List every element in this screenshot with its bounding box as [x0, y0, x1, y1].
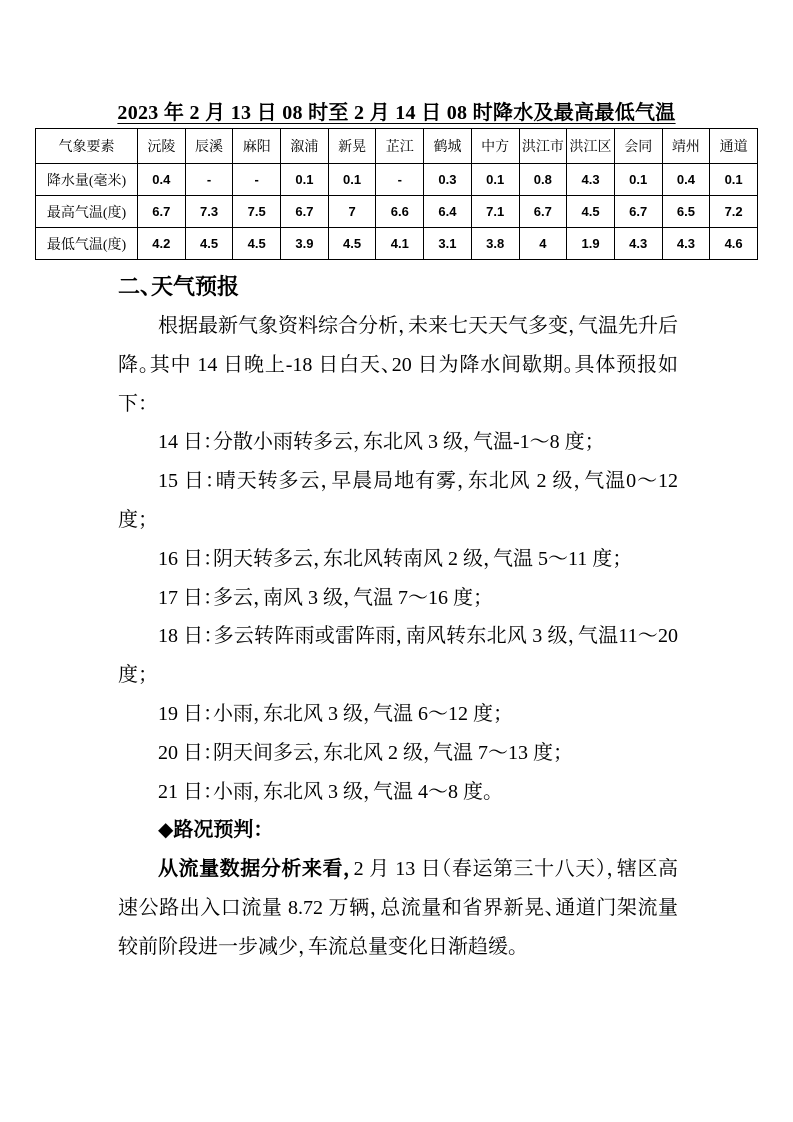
header-cell-station: 洪江市: [519, 129, 567, 164]
row-label-cell: 最低气温(度): [36, 228, 138, 260]
value-cell: 7.3: [185, 196, 233, 228]
value-cell: 0.3: [424, 164, 472, 196]
header-cell-station: 靖州: [662, 129, 710, 164]
value-cell: 0.1: [328, 164, 376, 196]
value-cell: 0.1: [471, 164, 519, 196]
value-cell: 7.5: [233, 196, 281, 228]
value-cell: 6.5: [662, 196, 710, 228]
value-cell: 3.9: [281, 228, 329, 260]
value-cell: 0.1: [614, 164, 662, 196]
header-cell-station: 麻阳: [233, 129, 281, 164]
value-cell: 4.5: [567, 196, 615, 228]
table-data-row: [36, 164, 758, 196]
forecast-item-day14: 14 日：分散小雨转多云，东北风 3 级，气温-1～8 度；: [158, 431, 595, 454]
value-cell: 0.1: [710, 164, 758, 196]
traffic-paragraph: [118, 850, 678, 966]
value-cell: 4.3: [662, 228, 710, 260]
value-cell: 7: [328, 196, 376, 228]
forecast-item-day15: 15 日：晴天转多云，早晨局地有雾，东北风 2 级，气温0～12 度；: [118, 470, 678, 531]
road-condition-heading: ◆路况预判：: [158, 819, 264, 842]
value-cell: 6.7: [614, 196, 662, 228]
table-data-row: [36, 228, 758, 260]
header-cell-station: 辰溪: [185, 129, 233, 164]
header-cell-station: 新晃: [328, 129, 376, 164]
intro-paragraph: 根据最新气象资料综合分析，未来七天天气多变，气温先升后降。其中 14 日晚上-18 日白天、20 日为降水间歇期。具体预报如下：: [118, 315, 678, 415]
value-cell: 4.3: [567, 164, 615, 196]
value-cell: 4.2: [138, 228, 186, 260]
header-cell-station: 会同: [614, 129, 662, 164]
header-cell-station: 洪江区: [567, 129, 615, 164]
value-cell: 4.1: [376, 228, 424, 260]
header-cell-station: 溆浦: [281, 129, 329, 164]
value-cell: -: [376, 164, 424, 196]
value-cell: 1.9: [567, 228, 615, 260]
value-cell: 0.4: [138, 164, 186, 196]
value-cell: 0.1: [281, 164, 329, 196]
value-cell: 3.1: [424, 228, 472, 260]
table-title-text: 2023 年 2 月 13 日 08 时至 2 月 14 日 08 时降水及最高最低气温: [117, 102, 676, 124]
value-cell: 6.7: [281, 196, 329, 228]
forecast-item-day21: 21 日：小雨，东北风 3 级，气温 4～8 度。: [158, 780, 493, 803]
header-cell-station: 沅陵: [138, 129, 186, 164]
value-cell: 4: [519, 228, 567, 260]
value-cell: 0.8: [519, 164, 567, 196]
value-cell: 6.7: [519, 196, 567, 228]
value-cell: -: [185, 164, 233, 196]
value-cell: 7.2: [710, 196, 758, 228]
weather-table: [35, 128, 758, 260]
forecast-item-day20: 20 日：阴天间多云，东北风 2 级，气温 7～13 度；: [158, 741, 563, 764]
forecast-item-day18: 18 日：多云转阵雨或雷阵雨，南风转东北风 3 级，气温11～20 度；: [118, 625, 678, 687]
value-cell: 4.5: [185, 228, 233, 260]
table-data-row: [36, 196, 758, 228]
traffic-paragraph-lead: 从流量数据分析来看，: [158, 858, 354, 881]
header-cell-metric: 气象要素: [36, 129, 138, 164]
table-title: [0, 0, 793, 126]
value-cell: 6.7: [138, 196, 186, 228]
row-label-cell: 降水量(毫米): [36, 164, 138, 196]
forecast-item-day16: 16 日：阴天转多云，东北风转南风 2 级，气温 5～11 度；: [158, 547, 623, 570]
row-label-cell: 最高气温(度): [36, 196, 138, 228]
document-body: [118, 272, 678, 967]
forecast-item-day19: 19 日：小雨，东北风 3 级，气温 6～12 度；: [158, 702, 503, 725]
header-cell-station: 通道: [710, 129, 758, 164]
table-header-row: [36, 129, 758, 164]
value-cell: 4.6: [710, 228, 758, 260]
value-cell: 3.8: [471, 228, 519, 260]
value-cell: 0.4: [662, 164, 710, 196]
value-cell: 6.4: [424, 196, 472, 228]
value-cell: 4.5: [233, 228, 281, 260]
section-heading-weather-forecast: 二、天气预报: [118, 274, 240, 299]
value-cell: 4.5: [328, 228, 376, 260]
header-cell-station: 芷江: [376, 129, 424, 164]
header-cell-station: 中方: [471, 129, 519, 164]
header-cell-station: 鹤城: [424, 129, 472, 164]
value-cell: 6.6: [376, 196, 424, 228]
value-cell: 4.3: [614, 228, 662, 260]
traffic-paragraph-rest: 2 月 13 日（春运第三十八天），辖区高速公路出入口流量 8.72 万辆，总流量和省界新晃、通道门架流量较前阶段进一步减少，车流总量变化日渐趋缓。: [118, 858, 679, 958]
value-cell: -: [233, 164, 281, 196]
forecast-item-day17: 17 日：多云，南风 3 级，气温 7～16 度；: [158, 586, 483, 609]
value-cell: 7.1: [471, 196, 519, 228]
